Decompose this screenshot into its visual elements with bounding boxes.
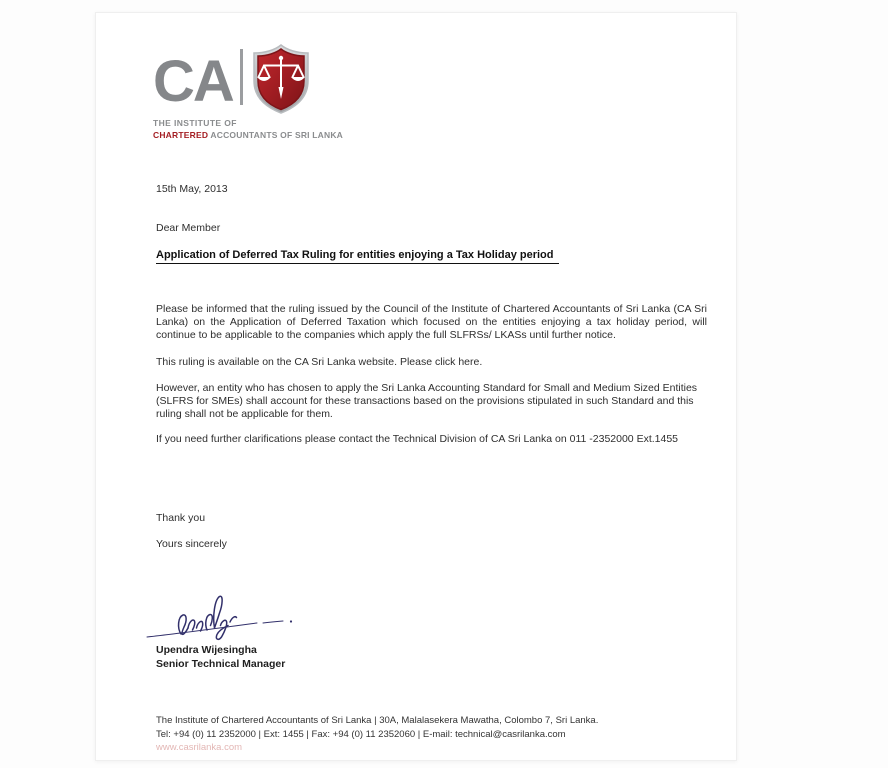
- scales-shield-icon: [249, 43, 313, 115]
- letter-date: 15th May, 2013: [156, 183, 228, 195]
- paragraph-contact: If you need further clarifications please contact the Technical Division of CA Sri Lanka on 011 -2352000 Ext.1455: [156, 433, 679, 445]
- footer-address: The Institute of Chartered Accountants of Sri Lanka | 30A, Malalasekera Mawatha, Colombo 7, Sri Lanka.: [156, 715, 599, 726]
- logo-institute-text: THE INSTITUTE OF: [153, 118, 237, 128]
- letter-page: [95, 12, 737, 761]
- paragraph-website: [156, 356, 707, 369]
- logo-chartered-red: CHARTERED: [153, 130, 209, 140]
- signature-image: [144, 587, 319, 645]
- website-link[interactable]: www.casrilanka.com: [156, 742, 243, 753]
- logo-divider: [240, 49, 243, 105]
- subject-line: [156, 249, 559, 264]
- subject-text: Application of Deferred Tax Ruling for entities enjoying a Tax Holiday period: [156, 249, 559, 264]
- ca-logo: [153, 43, 343, 140]
- salutation: Dear Member: [156, 222, 221, 234]
- closing-yours-sincerely: Yours sincerely: [156, 538, 227, 550]
- paragraph-smes: However, an entity who has chosen to apply the Sri Lanka Accounting Standard for Small and Medium Sized Entities (SLFRS for SMEs) shall account for these transactions based on the provisions stipulated in such Standard and this ruling shall not be applicable for them.: [156, 382, 698, 420]
- signer-name: Upendra Wijesingha: [156, 644, 257, 656]
- closing-thank-you: Thank you: [156, 512, 206, 524]
- logo-chartered-text: [153, 130, 343, 140]
- paragraph-ruling: Please be informed that the ruling issued by the Council of the Institute of Chartered Accountants of Sri Lanka (CA Sri Lanka) on the Application of Deferred Taxation which focused on the entities enjoying a tax holiday period, will continue to be applicable to the companies which apply the full SLFRSs/ LKASs until further notice.: [156, 303, 707, 341]
- letter-footer: [156, 714, 716, 755]
- footer-contact: Tel: +94 (0) 11 2352000 | Ext: 1455 | Fax: +94 (0) 11 2352060 | E-mail: technical@casrilanka.com: [156, 728, 566, 740]
- paragraph-website-post: .: [479, 356, 483, 368]
- logo-chartered-rest: ACCOUNTANTS OF SRI LANKA: [208, 130, 344, 140]
- paragraph-website-pre: This ruling is available on the CA Sri Lanka website. Please: [156, 356, 435, 368]
- signer-block: [156, 644, 285, 671]
- logo-monogram: CA: [153, 49, 233, 114]
- click-here-link[interactable]: click here: [434, 356, 480, 368]
- signer-title: Senior Technical Manager: [156, 657, 286, 670]
